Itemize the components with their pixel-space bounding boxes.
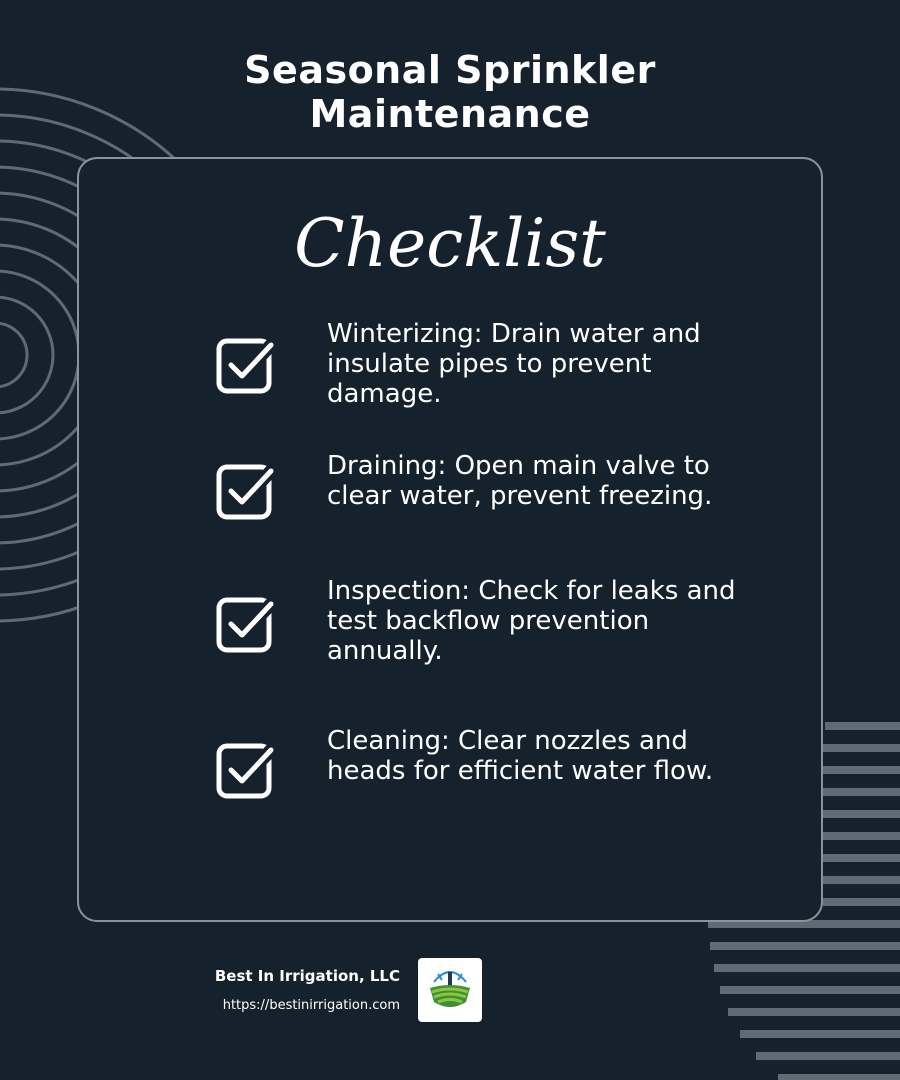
- checkbox-icon: [215, 335, 275, 395]
- checkbox-icon: [215, 740, 275, 800]
- company-name: Best In Irrigation, LLC: [214, 967, 400, 985]
- checklist-heading: Checklist: [294, 205, 606, 282]
- footer-company-info: [215, 964, 400, 1018]
- page-title: [0, 48, 900, 136]
- checklist-item-text: Cleaning: Clear nozzles and heads for efficient water flow.: [327, 726, 714, 786]
- title-line-1: Seasonal Sprinkler: [244, 48, 656, 92]
- checklist-item-text: Winterizing: Drain water and insulate pipes to prevent damage.: [327, 319, 701, 409]
- sprinkler-logo-icon: [418, 958, 482, 1022]
- title-line-2: Maintenance: [309, 92, 591, 136]
- checkbox-icon: [215, 461, 275, 521]
- company-url[interactable]: https://bestinirrigation.com: [222, 998, 400, 1013]
- company-logo: [418, 958, 482, 1022]
- checklist-item-text: Draining: Open main valve to clear water, prevent freezing.: [327, 451, 713, 511]
- checkbox-icon: [215, 594, 275, 654]
- checklist-card: [77, 157, 823, 922]
- checklist-item-text: Inspection: Check for leaks and test backflow prevention annually.: [327, 576, 736, 666]
